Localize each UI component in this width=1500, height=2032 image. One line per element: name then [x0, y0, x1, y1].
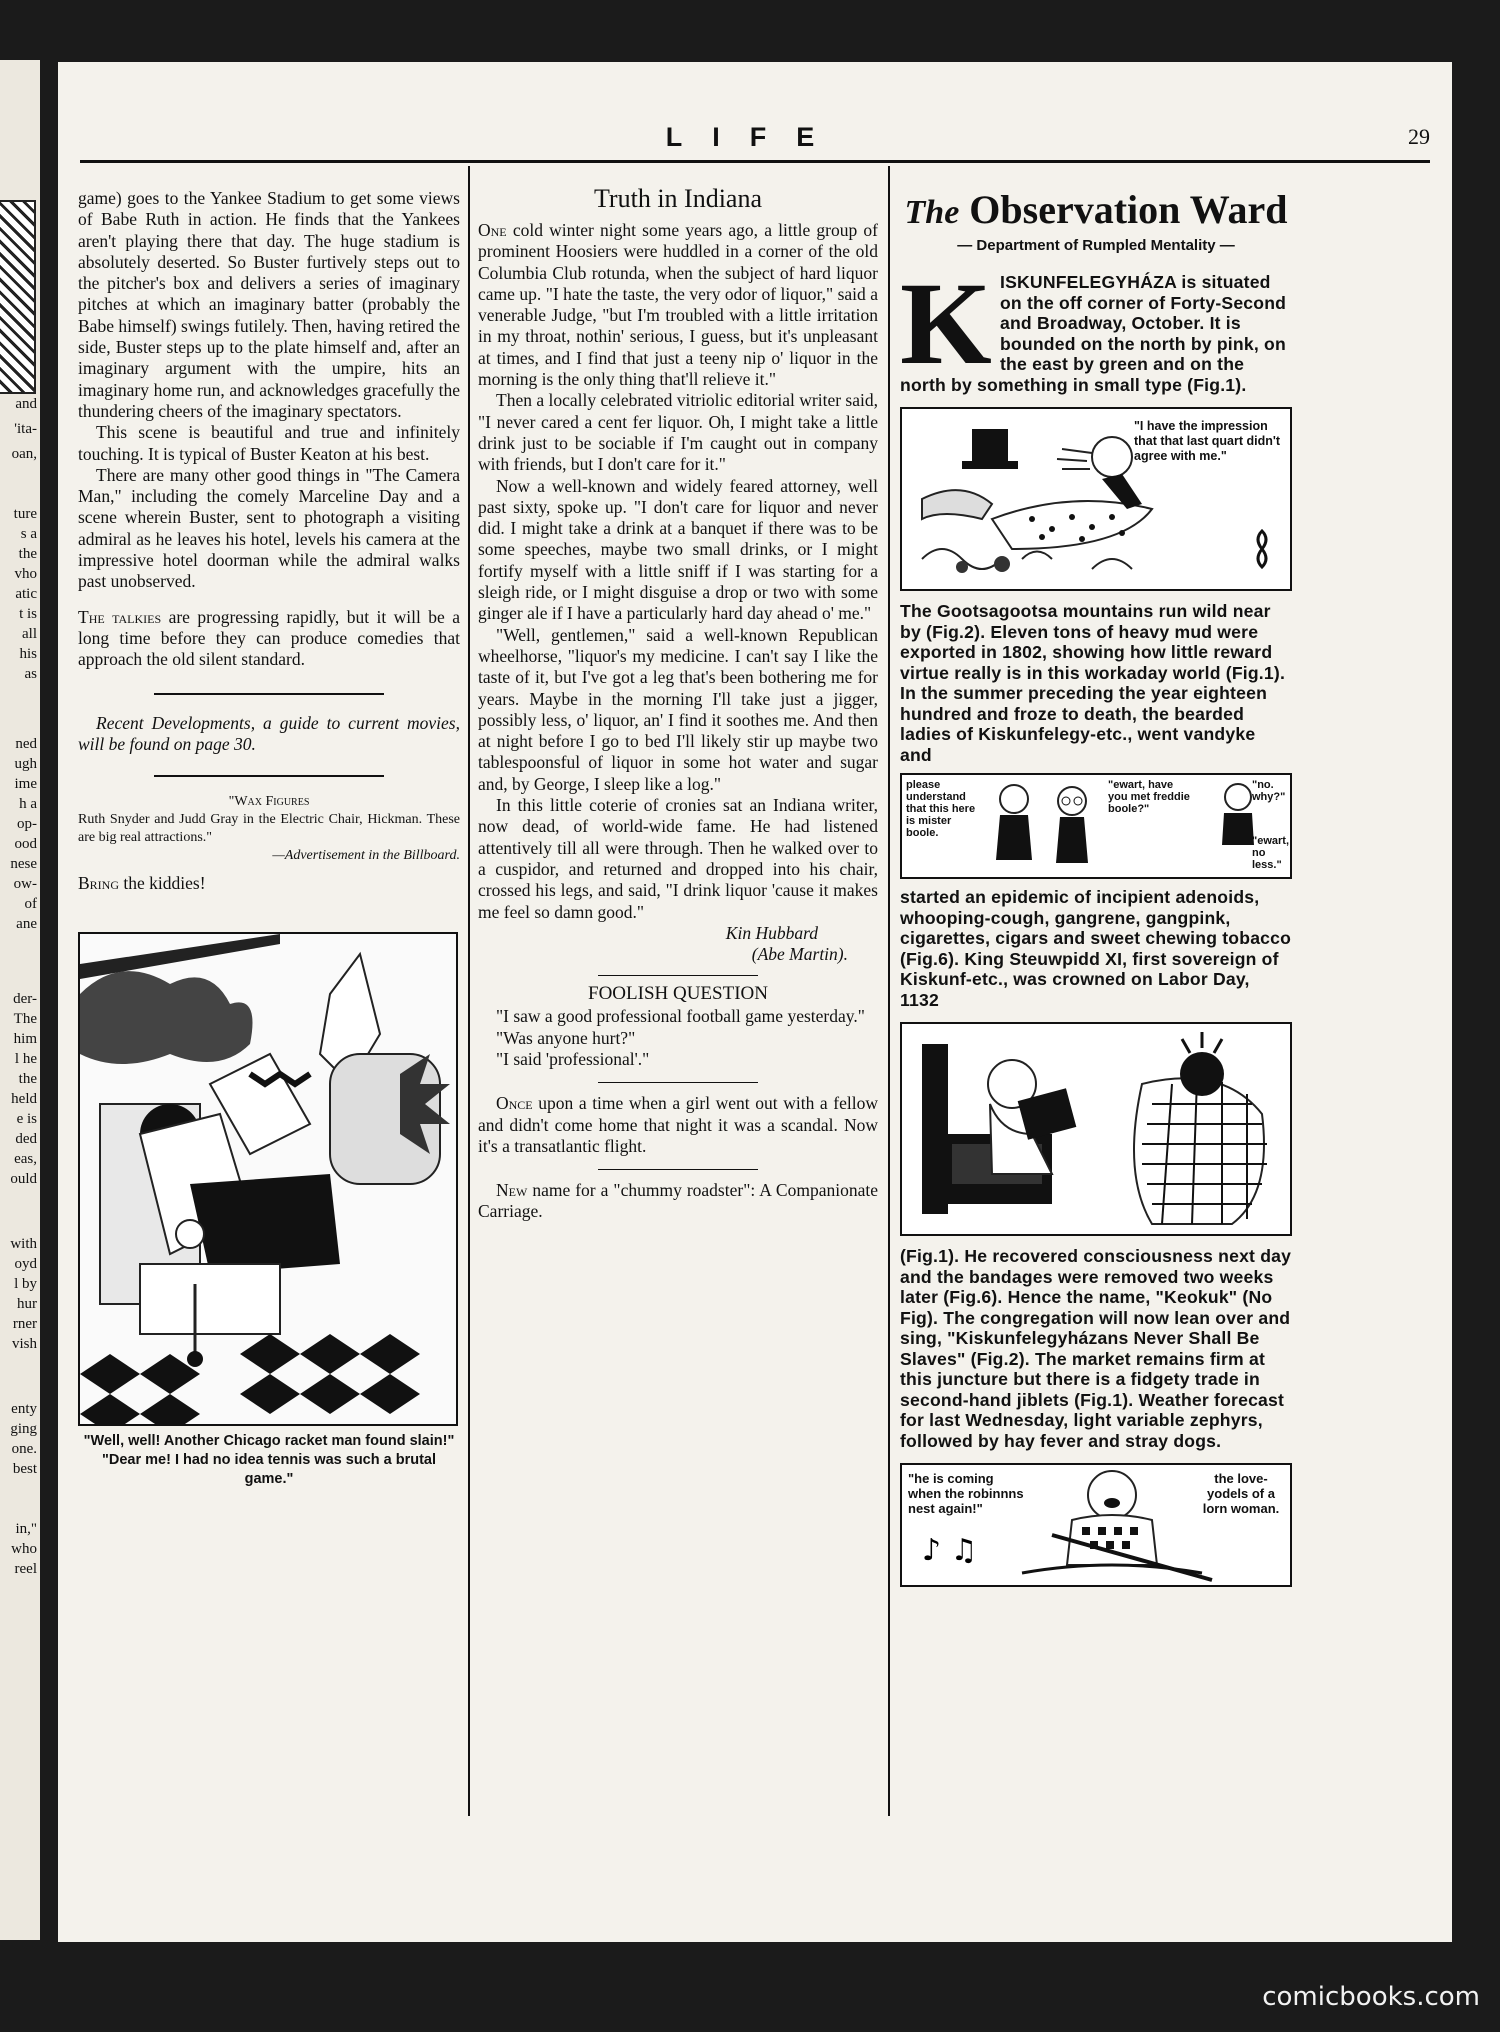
cartoon-speech: "no. why?" [1252, 779, 1286, 803]
column-observation-ward [900, 188, 1292, 1587]
facing-page-fragment: vho [14, 566, 37, 582]
divider [598, 975, 758, 976]
cartoon-fig-1 [900, 407, 1292, 591]
lead-in: New [496, 1180, 528, 1201]
paragraph: In this little coterie of cronies sat an Indiana writer, now dead, of world-wide fame. He had listened attentively till all were through. Then he walked over to a cuspidor, and returned and dropped into his chair, crossed his legs, and said, "I drink liquor 'cause it makes me feel so damn good." [478, 795, 878, 922]
paragraph: game) goes to the Yankee Stadium to get some views of Babe Ruth in action. He finds that the Yankees aren't playing there that day. The huge stadium is absolutely deserted. So Buster furtively steps out to the pitcher's box and delivers a series of imaginary pitches at which an imaginary batter (probably the Babe himself) swings futilely. Then, having retired the side, Buster steps up to the plate himself and, after an imaginary argument with the umpire, hits an imaginary home run, and acknowledges gracefully the thundering cheers of the imaginary spectators. [78, 188, 460, 421]
wax-figures-title: "Wax Figures [228, 794, 310, 810]
facing-page-fragment: of [24, 896, 37, 912]
facing-page-fragment: with [10, 1236, 37, 1252]
paragraph: Then a locally celebrated vitriolic editorial writer said, "I never cared a cent fer liquor. Oh, I might take a little drink just to be sociable if I'm caught out in company with friends, but I don't care for it." [478, 390, 878, 475]
facing-page-fragment: as [24, 666, 37, 682]
article-title: Truth in Indiana [593, 184, 763, 213]
text: ISKUNFELEGYHÁZA is situated on the off corner of Forty-Second and Broadway, October. It is bounded on the north by pink, on the east by green and on the north by something in small type (Fig.1). [900, 272, 1287, 395]
facing-page-fragment: the [18, 1071, 37, 1087]
facing-page-fragment: oyd [14, 1256, 37, 1272]
facing-page-fragment: ded [15, 1131, 37, 1147]
facing-page-edge [0, 60, 40, 1940]
facing-page-fragment: oan, [11, 446, 37, 462]
facing-page-fragment: who [11, 1541, 37, 1557]
facing-page-illustration [0, 200, 36, 394]
paragraph: There are many other good things in "The Camera Man," including the comely Marceline Day and a scene wherein Buster, sent to photograph a visiting admiral as he leaves his hotel, levels his camera at the impressive hotel doorman while the admiral walks past unobserved. [78, 464, 460, 592]
cartoon-fig-3-drawing [902, 1024, 1292, 1234]
drop-cap: K [900, 258, 992, 389]
cartoon-speech: "I have the impression that that last quart didn't agree with me." [1134, 419, 1281, 463]
facing-page-fragment: hur [17, 1296, 37, 1312]
divider [154, 693, 384, 695]
bring-kiddies [78, 873, 460, 894]
facing-page-fragment: t is [19, 606, 37, 622]
column-movies [78, 188, 460, 1489]
text: cold winter night some years ago, a little group of prominent Hoosiers were huddled in a corner of the old Columbia Club rotunda, when the subject of hard liquor came up. "I hate the taste, the very odor of liquor," said a venerable Judge, "but I'm troubled with a little irritation in my throat, nothin' serious, I guess, but it's unpleasant at times, and I find that just a teeny nip o' liquor in the morning is the only thing that'll relieve it." [478, 220, 878, 390]
facing-page-fragment: ould [10, 1171, 37, 1187]
observation-ward-title [900, 188, 1292, 235]
lead-in: Once [496, 1093, 533, 1114]
tennis-cartoon-drawing [80, 934, 456, 1424]
facing-page-fragment: s a [20, 526, 37, 542]
divider [154, 775, 384, 777]
facing-page-fragment: ane [16, 916, 37, 932]
facing-page-fragment: enty [11, 1401, 37, 1417]
facing-page-fragment: h a [19, 796, 37, 812]
paragraph: (Fig.1). He recovered consciousness next day and the bandages were removed two weeks later (Fig.6). Hence the name, "Keokuk" (No Fig). The congregation will now lean over and sing, "Kiskunfelegyházans Never Shall Be Slaves" (Fig.2). The market remains firm at this juncture but there is a fidgety trade in second-hand jiblets (Fig.1). Weather forecast for last Wednesday, light variable zephyrs, followed by hay fever and stray dogs. [900, 1246, 1292, 1451]
paragraph: The Gootsagootsa mountains run wild near by (Fig.2). Eleven tons of heavy mud were exported in 1802, showing how little reward virtue really is in this workaday world (Fig.1). In the summer preceding the year eighteen hundred and froze to death, the bearded ladies of Kiskunfelegy-etc., went vandyke and [900, 601, 1286, 765]
facing-page-fragment: ture [13, 506, 37, 522]
observation-ward-subtitle: — Department of Rumpled Mentality — [957, 237, 1235, 254]
column-divider [468, 166, 470, 1816]
facing-page-fragment: rner [12, 1316, 37, 1332]
cartoon-speech: "ewart, have you met freddie boole?" [1108, 779, 1190, 815]
wax-figures-body: Ruth Snyder and Judd Gray in the Electric Chair, Hickman. These are big real attractions." [78, 812, 460, 846]
lead-in: One [478, 220, 507, 240]
tennis-cartoon [78, 932, 458, 1426]
paragraph [900, 258, 1292, 395]
facing-page-fragment: ging [10, 1421, 37, 1437]
facing-page-fragment: the [18, 546, 37, 562]
facing-page-fragment: ned [15, 736, 37, 752]
title-text: Observation Ward [959, 187, 1288, 232]
paragraph-talkies [78, 607, 460, 671]
paragraph: "I said 'professional'." [496, 1048, 650, 1069]
text: the kiddies! [119, 873, 206, 894]
facing-page-fragment: nese [10, 856, 37, 872]
text: name for a "chummy roadster": A Companionate Carriage. [478, 1180, 878, 1222]
facing-page-fragment: ugh [14, 756, 37, 772]
header-rule [80, 160, 1430, 163]
paragraph: This scene is beautiful and true and infinitely touching. It is typical of Buster Keaton at his best. [78, 422, 460, 464]
facing-page-fragment: ow- [13, 876, 37, 892]
cartoon-fig-3 [900, 1022, 1292, 1236]
paragraph [478, 220, 878, 390]
facing-page-fragment: best [12, 1461, 37, 1477]
facing-page-fragment: l he [14, 1051, 37, 1067]
facing-page-fragment: vish [11, 1336, 37, 1352]
cartoon-caption-line-2: "Dear me! I had no idea tennis was such a brutal game." [101, 1452, 437, 1488]
magazine-title: LIFE [665, 122, 845, 152]
signature-alias: (Abe Martin). [751, 944, 848, 965]
lead-in: Bring [78, 873, 120, 894]
paragraph: started an epidemic of incipient adenoids, whooping-cough, gangrene, gangpink, cigarettes, cigars and sweet chewing tobacco (Fig.6). King Steuwpidd XI, first sovereign of Kiskunf-etc., was crowned on Labor Day, 1132 [900, 887, 1292, 1010]
column-truth-in-indiana [478, 184, 878, 1223]
divider [598, 1082, 758, 1083]
facing-page-fragment: eas, [14, 1151, 37, 1167]
facing-page-fragment: one. [11, 1441, 37, 1457]
page-number: 29 [1408, 124, 1430, 149]
facing-page-fragment: l by [14, 1276, 37, 1292]
cartoon-speech: please understand that this here is mister boole. [906, 779, 976, 839]
divider [598, 1169, 758, 1170]
title-article: The [904, 194, 960, 231]
cartoon-speech: "ewart, no less." [1252, 835, 1290, 871]
wax-figures-source: —Advertisement in the Billboard. [272, 848, 460, 864]
facing-page-fragment: him [13, 1031, 37, 1047]
facing-page-fragment: all [22, 626, 37, 642]
cartoon-caption-line-1: "Well, well! Another Chicago racket man found slain!" [83, 1433, 455, 1450]
page-header [80, 122, 1430, 162]
facing-page-fragment: ood [14, 836, 37, 852]
cartoon-speech: "he is coming when the robinnns nest again!" [908, 1471, 1024, 1516]
recent-developments-note: Recent Developments, a guide to current movies, will be found on page 30. [78, 712, 460, 754]
lead-in: The talkies [78, 606, 162, 627]
paragraph: Now a well-known and widely feared attorney, well past sixty, spoke up. "I don't care for liquor and never did. I might take a drink at a banquet if there was to be some speeches, maybe two small drinks, or I might fortify myself with a little sniff if I was starting for a sleigh ride, or I might disguise a drop or two with some ginger ale if I have a particularly hard day ahead o' me." [478, 475, 878, 624]
facing-page-fragment: e is [16, 1111, 37, 1127]
paragraph: "Well, gentlemen," said a well-known Republican wheelhorse, "liquor's my medicine. I can't say I like the taste of it, but I've got a leg that's been bothering me for years. Maybe in the morning I'll take just a jigger, possibly less, o' liquor, an' I find it soothes me. And then at night before I go to bed I'll likely stir up maybe two tablespoonsful of liquor in some hot water and sugar and, by George, I sleep like a log." [478, 624, 878, 794]
column-divider [888, 166, 890, 1816]
foolish-question-title: FOOLISH QUESTION [588, 983, 768, 1005]
facing-page-fragment: in," [15, 1521, 37, 1537]
facing-page-fragment: reel [14, 1561, 37, 1577]
facing-page-fragment: op- [17, 816, 37, 832]
watermark: comicbooks.com [1262, 1982, 1480, 2012]
facing-page-fragment: and [15, 396, 37, 412]
paragraph [478, 1093, 878, 1157]
cartoon-fig-4 [900, 1463, 1292, 1587]
facing-page-fragment: his [19, 646, 37, 662]
facing-page-fragment: ime [14, 776, 37, 792]
facing-page-fragment: held [11, 1091, 37, 1107]
facing-page-fragment: atic [15, 586, 37, 602]
cartoon-fig-2 [900, 773, 1292, 879]
facing-page-fragment: 'ita- [14, 421, 37, 437]
magazine-page [58, 62, 1452, 1942]
paragraph [478, 1180, 878, 1223]
paragraph: "I saw a good professional football game yesterday." [496, 1006, 865, 1027]
text: are progressing rapidly, but it will be a long time before they can produce comedies that approach the old silent standard. [78, 606, 461, 670]
facing-page-fragment: der- [13, 991, 37, 1007]
signature-name: Kin Hubbard [725, 922, 818, 943]
text: upon a time when a girl went out with a fellow and didn't come home that night it was a scandal. Now it's a transatlantic flight. [478, 1093, 878, 1156]
cartoon-speech: the love-yodels of a lorn woman. [1202, 1471, 1280, 1516]
paragraph: "Was anyone hurt?" [496, 1027, 636, 1048]
svg-text:♪ ♫: ♪ ♫ [922, 1533, 978, 1568]
facing-page-fragment: The [13, 1011, 37, 1027]
